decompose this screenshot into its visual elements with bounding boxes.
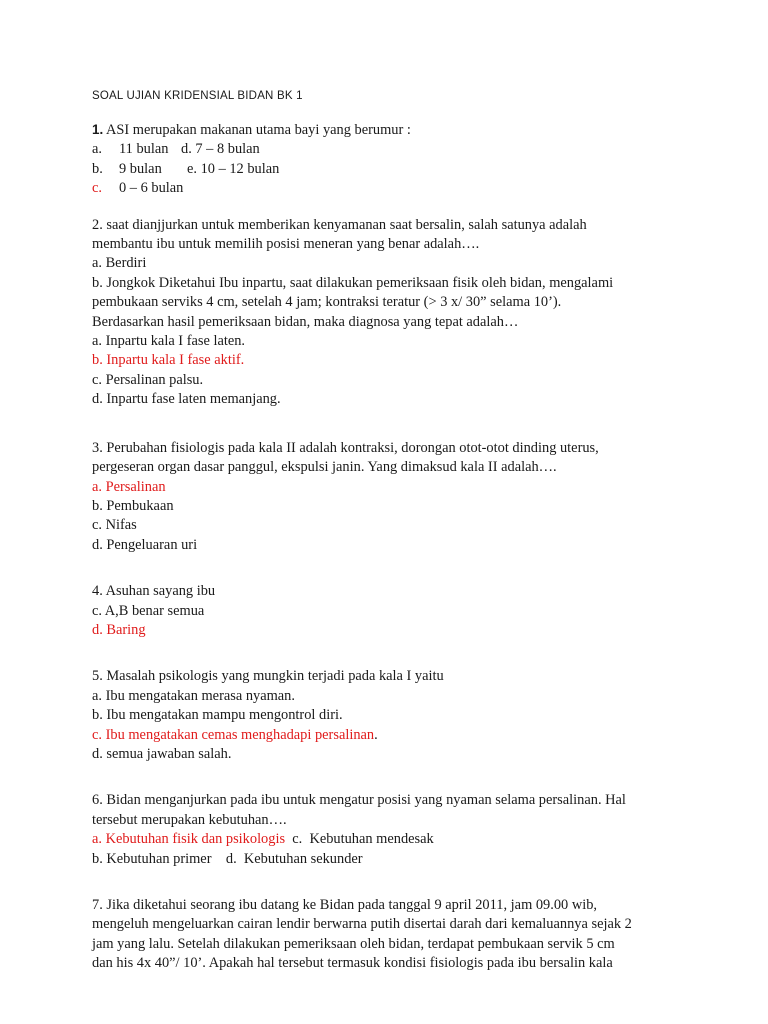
question-1-row-b-e [92,160,692,179]
question-2-line-6: Berdasarkan hasil pemeriksaan bidan, maka diagnosa yang tepat adalah… [92,313,519,330]
question-1-row-a-d [92,140,692,159]
question-3-option-a-answer: a. Persalinan [92,478,166,495]
document-page [92,88,692,991]
option-a: 11 bulan [119,141,169,158]
question-4-line-1: 4. Asuhan sayang ibu [92,583,216,600]
question-2-line-2: membantu ibu untuk memilih posisi meneran yang benar adalah…. [92,236,480,253]
question-1-stem [92,120,692,140]
question-2-option-d: d. Inpartu fase laten memanjang. [92,391,281,408]
question-5 [92,667,692,764]
question-2-line-1: 2. saat dianjjurkan untuk memberikan kenyamanan saat bersalin, salah satunya adalah [92,216,587,233]
question-2-option-b-answer: b. Inpartu kala I fase aktif. [92,352,245,369]
question-1-text: ASI merupakan makanan utama bayi yang berumur : [103,122,411,138]
question-5-option-b: b. Ibu mengatakan mampu mengontrol diri. [92,707,343,724]
question-1-row-c [92,179,692,198]
option-c-label: c. [92,180,102,197]
question-2 [92,216,692,410]
question-7-line-3: jam yang lalu. Setelah dilakukan pemeriksaan oleh bidan, terdapat pembukaan servik 5 cm [92,935,615,952]
question-7-line-4: dan his 4x 40”/ 10’. Apakah hal tersebut termasuk kondisi fisiologis pada ibu bersalin kala [92,955,613,972]
question-4 [92,582,692,640]
question-5-option-c-answer: c. Ibu mengatakan cemas menghadapi persalinan [92,726,375,743]
question-5-option-d: d. semua jawaban salah. [92,745,232,762]
option-b-label: b. [92,160,103,177]
option-c: 0 – 6 bulan [119,180,184,197]
question-6-row-a-c [92,830,692,849]
document-title: SOAL UJIAN KRIDENSIAL BIDAN BK 1 [92,90,303,102]
question-7-line-2: mengeluh mengeluarkan cairan lendir berwarna putih disertai darah dari kemaluannya sejak 2 [92,916,632,933]
question-2-option-a: a. Inpartu kala I fase laten. [92,333,246,350]
question-6-option-a-answer: a. Kebutuhan fisik dan psikologis [92,831,286,848]
question-1 [92,120,692,199]
option-a-label: a. [92,141,102,158]
question-5-line-1: 5. Masalah psikologis yang mungkin terjadi pada kala I yaitu [92,668,444,685]
question-2-option-c: c. Persalinan palsu. [92,371,204,388]
option-e: e. 10 – 12 bulan [187,160,280,177]
question-5-option-c-row [92,726,692,745]
question-4-option-d-answer: d. Baring [92,621,146,638]
question-2-line-4: b. Jongkok Diketahui Ibu inpartu, saat dilakukan pemeriksaan fisik oleh bidan, mengalami [92,274,614,291]
question-3-option-d: d. Pengeluaran uri [92,536,198,553]
question-3 [92,439,692,555]
question-3-option-c: c. Nifas [92,517,137,534]
question-3-option-b: b. Pembukaan [92,497,174,514]
question-4-option-c: c. A,B benar semua [92,602,205,619]
question-3-line-2: pergeseran organ dasar panggul, ekspulsi janin. Yang dimaksud kala II adalah…. [92,459,557,476]
question-2-line-5: pembukaan serviks 4 cm, setelah 4 jam; kontraksi teratur (> 3 x/ 30” selama 10’). [92,294,562,311]
question-2-line-3: a. Berdiri [92,255,147,272]
question-7-line-1: 7. Jika diketahui seorang ibu datang ke Bidan pada tanggal 9 april 2011, jam 09.00 wib, [92,897,598,913]
question-6-option-c: c. Kebutuhan mendesak [285,831,434,848]
question-3-line-1: 3. Perubahan fisiologis pada kala II adalah kontraksi, dorongan otot-otot dinding uterus, [92,439,599,456]
question-6-line-2: tersebut merupakan kebutuhan…. [92,811,287,828]
question-6-option-d: d. Kebutuhan sekunder [211,850,363,867]
question-7 [92,896,692,974]
question-6-line-1: 6. Bidan menganjurkan pada ibu untuk mengatur posisi yang nyaman selama persalinan. Hal [92,792,626,809]
question-6-option-b: b. Kebutuhan primer [92,850,212,867]
question-1-number: 1. [92,122,104,137]
question-6 [92,791,692,869]
question-6-row-b-d [92,850,692,869]
option-d: d. 7 – 8 bulan [181,141,260,158]
question-5-option-c-period: . [374,726,378,743]
option-b: 9 bulan [119,160,162,177]
question-5-option-a: a. Ibu mengatakan merasa nyaman. [92,687,295,704]
